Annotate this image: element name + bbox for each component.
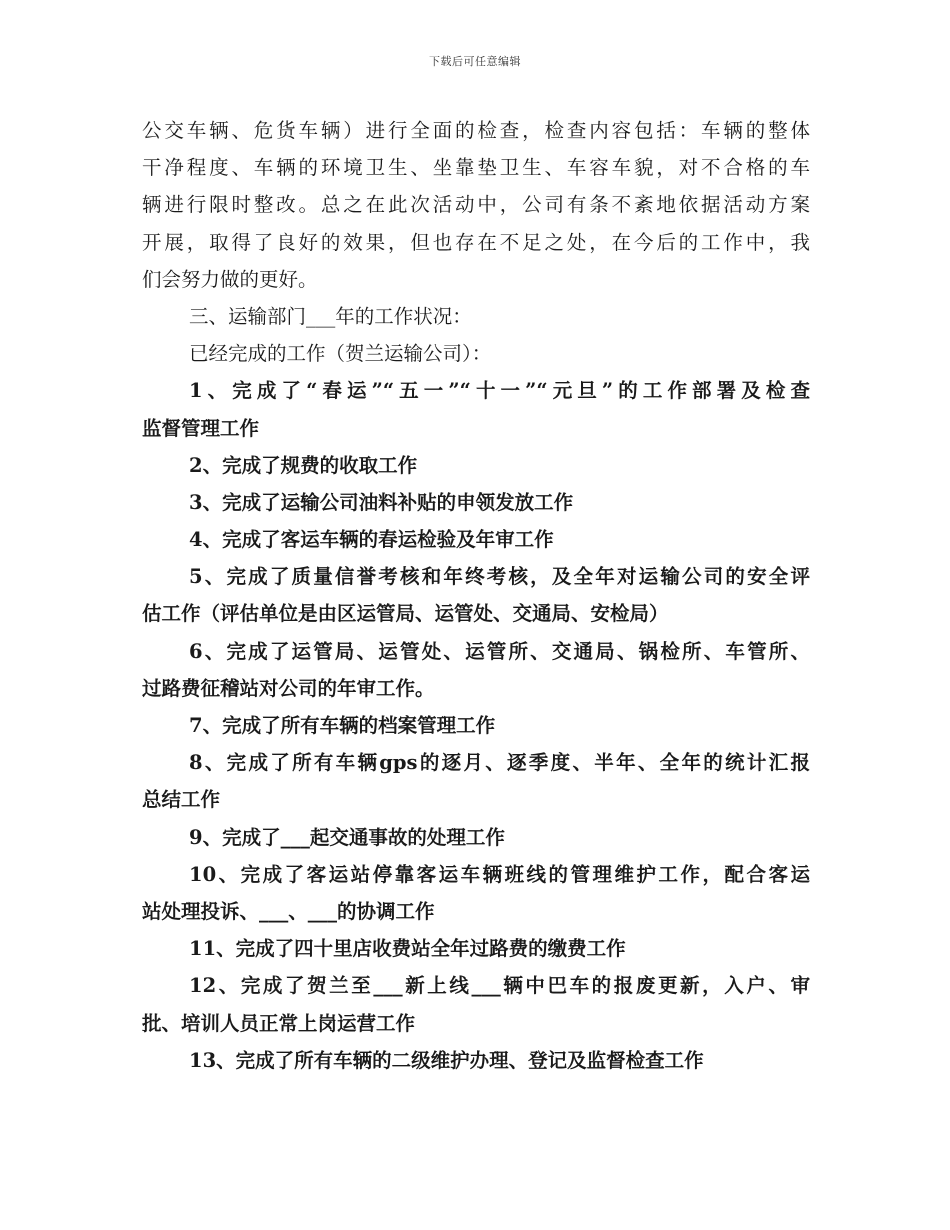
text-line: 站处理投诉、___、___的协调工作	[142, 899, 435, 923]
text-line: 2、完成了规费的收取工作	[189, 453, 418, 477]
text-line: 三、运输部门___年的工作状况：	[189, 304, 472, 328]
document-body	[142, 112, 810, 1079]
text-line: 们会努力做的更好。	[142, 267, 318, 291]
text-line: 过路费征稽站对公司的年审工作。	[142, 676, 435, 700]
text-line: 3、完成了运输公司油料补贴的申领发放工作	[189, 490, 574, 514]
text-line: 13、完成了所有车辆的二级维护办理、登记及监督检查工作	[189, 1048, 704, 1072]
text-line: 批、培训人员正常上岗运营工作	[142, 1011, 416, 1035]
text-line: 7、完成了所有车辆的档案管理工作	[189, 714, 496, 737]
text-line: 12、完成了贺兰至___新上线___辆中巴车的报废更新，入户、审	[189, 974, 810, 998]
text-line: 5、完成了质量信誉考核和年终考核，及全年对运输公司的安全评	[189, 565, 810, 589]
text-line: 8、完成了所有车辆gps的逐月、逐季度、半年、全年的统计汇报	[189, 751, 810, 775]
text-line: 辆进行限时整改。总之在此次活动中，公司有条不紊地依据活动方案	[142, 193, 810, 217]
text-line: 总结工作	[142, 788, 221, 812]
page-header: 下载后可任意编辑	[429, 55, 521, 68]
text-line: 开展，取得了良好的效果，但也存在不足之处，在今后的工作中，我	[142, 230, 810, 254]
text-line: 9、完成了___起交通事故的处理工作	[189, 825, 505, 849]
text-line: 干净程度、车辆的环境卫生、坐靠垫卫生、车容车貌，对不合格的车	[142, 156, 810, 180]
text-line: 11、完成了四十里店收费站全年过路费的缴费工作	[189, 937, 626, 961]
text-line: 1、完成了“春运”“五一”“十一”“元旦”的工作部署及检查	[189, 379, 810, 403]
text-line: 已经完成的工作（贺兰运输公司）：	[189, 342, 492, 366]
text-line: 6、完成了运管局、运管处、运管所、交通局、锅检所、车管所、	[189, 639, 810, 663]
text-line: 监督管理工作	[142, 416, 260, 440]
text-line: 公交车辆、危货车辆）进行全面的检查，检查内容包括：车辆的整体	[142, 119, 810, 142]
text-line: 4、完成了客运车辆的春运检验及年审工作	[189, 528, 554, 552]
text-line: 10、完成了客运站停靠客运车辆班线的管理维护工作，配合客运	[189, 862, 810, 886]
text-line: 估工作（评估单位是由区运管局、运管处、交通局、安检局）	[142, 602, 669, 626]
